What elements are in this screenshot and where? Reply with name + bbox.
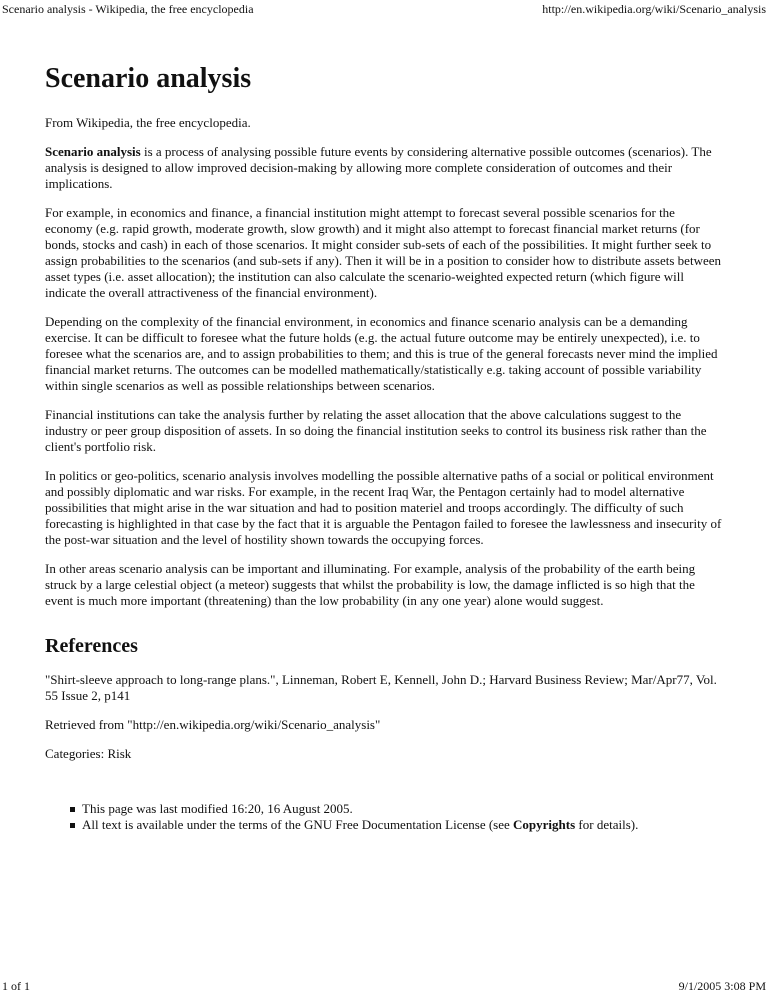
copyrights-link[interactable]: Copyrights — [513, 817, 576, 832]
intro-paragraph — [45, 144, 723, 192]
print-header-title: Scenario analysis - Wikipedia, the free encyclopedia — [2, 2, 254, 16]
paragraph-complexity: Depending on the complexity of the financial environment, in economics and finance scenario analysis can be a demanding exercise. It can be difficult to foresee what the future holds (e.g. the actual future outcome may be entirely unexpected), i.e. to foresee what the scenarios are, and to assign probabilities to them; and this is true of the general forecasts never mind the implied financial market returns. The outcomes can be modelled mathematically/statistically e.g. taking account of possible variability within single scenarios as well as possible relationships between scenarios. — [45, 314, 718, 393]
paragraph-institutions: Financial institutions can take the analysis further by relating the asset allocation that the above calculations suggest to the industry or peer group disposition of assets. In so doing the financial institution seeks to control its business risk rather than the client's portfolio risk. — [45, 407, 707, 454]
print-footer-datetime: 9/1/2005 3:08 PM — [678, 979, 766, 993]
retrieved-from[interactable]: Retrieved from "http://en.wikipedia.org/wiki/Scenario_analysis" — [45, 717, 381, 732]
bullet-icon — [70, 807, 75, 812]
paragraph-politics: In politics or geo-politics, scenario analysis involves modelling the possible alternative paths of a social or political environment and possibly diplomatic and war risks. For example, in the recent Iraq War, the Pentagon certainly had to model alternative possibilities that might arise in the war situation and had to position materiel and troops accordingly. The difficulty of such forecasting is highlighted in that case by the fact that it is arguable the Pentagon failed to foresee the lawlessness and insecurity of the post-war situation and the level of hostility shown towards the occupying forces. — [45, 468, 722, 547]
list-item — [82, 801, 723, 817]
article-content — [45, 62, 723, 833]
print-footer-page: 1 of 1 — [2, 979, 30, 993]
last-modified: This page was last modified 16:20, 16 August 2005. — [82, 801, 353, 816]
categories[interactable]: Categories: Risk — [45, 746, 132, 761]
print-header-url: http://en.wikipedia.org/wiki/Scenario_analysis — [542, 2, 766, 16]
list-item — [82, 817, 723, 833]
intro-term: Scenario analysis — [45, 144, 141, 159]
paragraph-other-areas: In other areas scenario analysis can be important and illuminating. For example, analysis of the probability of the earth being struck by a large celestial object (a meteor) suggests that whilst the probability is low, the damage inflicted is so high that the event is much more important (threatening) than the low probability (in any one year) alone would suggest. — [45, 561, 696, 608]
page-title: Scenario analysis — [45, 63, 252, 94]
reference-citation: "Shirt-sleeve approach to long-range plans.", Linneman, Robert E, Kennell, John D.; Harvard Business Review; Mar/Apr77, Vol. 55 Issue 2, p141 — [45, 672, 717, 703]
references-heading: References — [45, 635, 138, 657]
footer-info-list — [45, 801, 723, 833]
bullet-icon — [70, 823, 75, 828]
license-text: All text is available under the terms of the GNU Free Documentation License (see — [82, 817, 514, 832]
tagline: From Wikipedia, the free encyclopedia. — [45, 115, 251, 130]
license-text-end: for details). — [575, 817, 639, 832]
intro-text: is a process of analysing possible future events by considering alternative possible outcomes (scenarios). The analysis is designed to allow improved decision-making by allowing more complete consideration of outcomes and their implications. — [45, 144, 712, 191]
paragraph-economics: For example, in economics and finance, a financial institution might attempt to forecast several possible scenarios for the economy (e.g. rapid growth, moderate growth, slow growth) and it might also attempt to forecast financial market returns (for bonds, stocks and cash) in each of those scenarios. It might consider sub-sets of each of the possibilities. It might further seek to assign probabilities to the scenarios (and sub-sets if any). Then it will be in a position to consider how to distribute assets between asset types (i.e. asset allocation); the institution can also calculate the scenario-weighted expected return (which figure will indicate the overall attractiveness of the financial environment). — [45, 205, 721, 300]
